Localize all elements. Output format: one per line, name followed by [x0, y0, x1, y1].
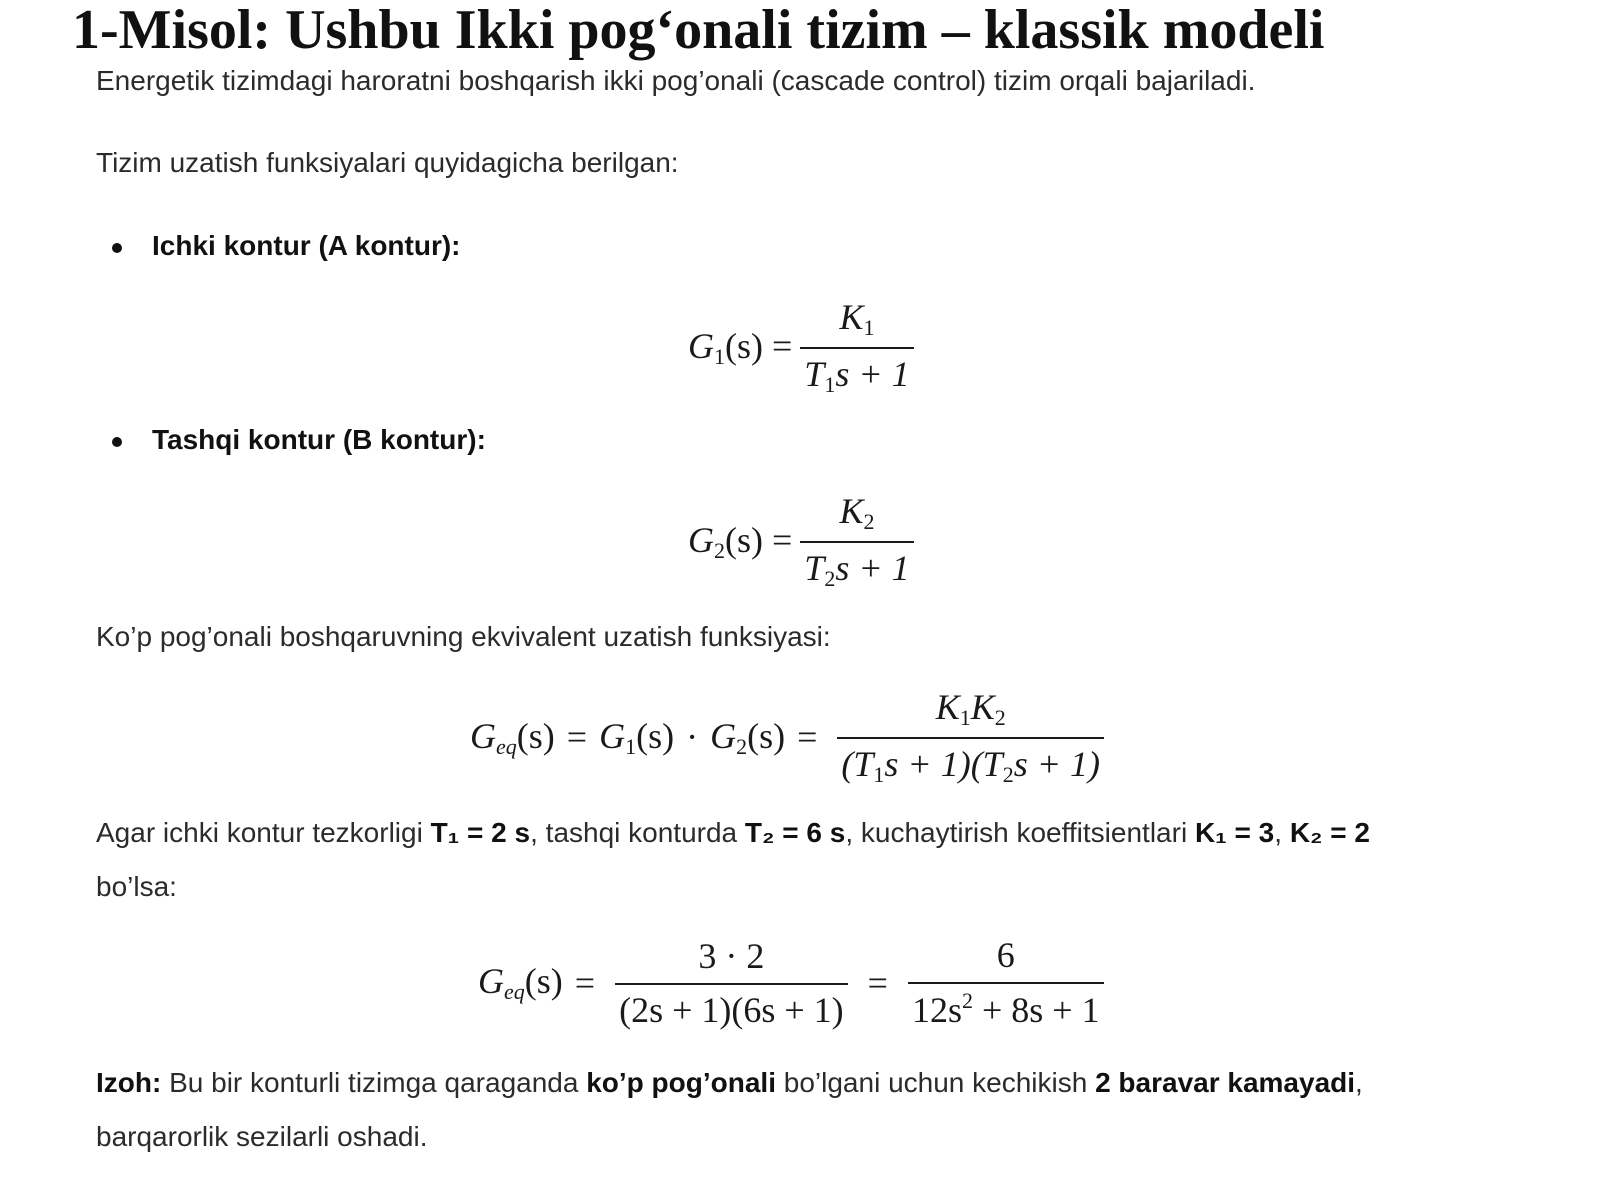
g1-fraction [800, 296, 913, 398]
g2-fraction [800, 490, 913, 592]
g2-lhs: $G_2(s)$ = [688, 519, 793, 563]
bullet-dot [112, 243, 122, 253]
formula-g1 [688, 296, 922, 398]
condition-text: Agar ichki kontur tezkorligi T₁ = 2 s, tashqi konturda T₂ = 6 s, kuchaytirish koeffitsientlari K₁ = 3, K₂ = 2 [96, 817, 1370, 848]
note-label: Izoh: [96, 1067, 162, 1098]
note-text: Izoh: Bu bir konturli tizimga qaraganda ko’p pog’onali bo’lgani uchun kechikish 2 baravar kamayadi, [96, 1067, 1363, 1098]
g1-lhs: $G_1(s)$ = [688, 325, 793, 369]
numeric-fraction-1 [615, 935, 848, 1031]
bullet-dot [112, 437, 122, 447]
t1-value: T₁ = 2 s [430, 817, 531, 848]
numeric-fraction-2 [908, 934, 1104, 1031]
geq-g2: $G_2(s)$ [710, 715, 786, 759]
bullet-inner-loop [112, 230, 461, 262]
given-text: Tizim uzatish funksiyalari quyidagicha berilgan: [96, 147, 679, 178]
bullet-outer-loop [112, 424, 486, 456]
bullet-label: Tashqi kontur (B kontur): [152, 424, 486, 455]
g2-numerator: $K_2$ [839, 491, 875, 534]
equivalent-intro: Ko’p pog’onali boshqaruvning ekvivalent uzatish funksiyasi: [96, 621, 831, 652]
g1-numerator: $K_1$ [839, 297, 875, 340]
geq-g1: $G_1(s)$ [599, 715, 675, 759]
numeric-numerator-2: 6 [996, 935, 1015, 975]
note-line2: barqarorlik sezilarli oshadi. [96, 1121, 428, 1152]
geq-denominator: $(T_1s + 1)(T_2s + 1)$ [837, 737, 1104, 788]
numeric-denominator-2: $12s^2 + 8s + 1$ [908, 982, 1104, 1031]
formula-geq: $G_{eq}(s)$ = $G_1(s)$ · $G_2(s)$ = $\frac{K_1K_2}{(T_1s + 1)(T_2s + 1)}$ [470, 686, 1112, 788]
k2-value: K₂ = 2 [1289, 817, 1370, 848]
condition-line2: bo’lsa: [96, 871, 177, 902]
g1-denominator: $T_1s + 1$ [800, 347, 913, 398]
numeric-numerator-1: 3 · 2 [698, 935, 765, 976]
formula-numeric: $G_{eq}(s)$ = $\frac{3 \cdot 2}{(2s + 1)(6s + 1)}$ = $\frac{6}{12s^2 + 8s + 1}$ [478, 934, 1112, 1031]
geq-lhs: $G_{eq}(s)$ [470, 715, 555, 759]
geq-numerator: $K_1K_2$ [935, 687, 1006, 730]
k1-value: K₁ = 3 [1194, 817, 1275, 848]
page-title: 1-Misol: Ushbu Ikki pog‘onali tizim – klassik modeli [72, 0, 1325, 61]
geq-fraction [837, 686, 1104, 788]
g2-denominator: $T_2s + 1$ [800, 541, 913, 592]
t2-value: T₂ = 6 s [744, 817, 846, 848]
numeric-lhs: $G_{eq}(s)$ [478, 961, 563, 1004]
bullet-label: Ichki kontur (A kontur): [152, 230, 461, 261]
intro-text: Energetik tizimdagi haroratni boshqarish ikki pog’onali (cascade control) tizim orqali bajariladi. [96, 65, 1256, 96]
numeric-denominator-1: (2s + 1)(6s + 1) [615, 983, 848, 1031]
formula-g2 [688, 490, 922, 592]
